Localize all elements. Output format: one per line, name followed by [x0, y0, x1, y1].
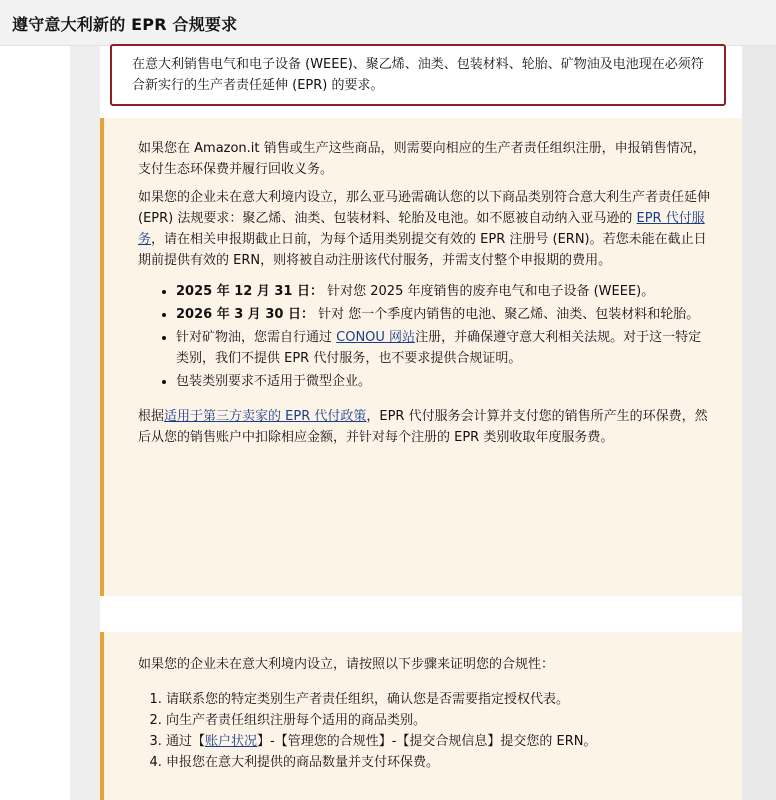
deadline-text: 针对 您一个季度内销售的电池、聚乙烯、油类、包装材料和轮胎。	[313, 307, 700, 322]
packaging-note: 包装类别要求不适用于微型企业。	[176, 374, 372, 389]
info-paragraph-3-text-a: 根据	[138, 409, 165, 424]
info-paragraph-3	[138, 406, 710, 448]
conou-website-link[interactable]: CONOU 网站	[336, 330, 416, 345]
info-paragraph-2-text-b: ，请在相关申报期截止日前，为每个适用类别提交有效的 EPR 注册号 (ERN)。若您未能在截止日期前提供有效的 ERN，则将被自动注册该代付服务，并需支付整个申报期的费用。	[138, 232, 707, 268]
info-paragraph-3-text-b: ，EPR 代付服务会计算并支付您的销售所产生的环保费，然后从您的销售账户中扣除相应金额，并针对每个注册的 EPR 类别收取年度服务费。	[138, 409, 708, 445]
steps-intro: 如果您的企业未在意大利境内设立，请按照以下步骤来证明您的合规性：	[138, 657, 555, 672]
info-paragraph-2-text-a: 如果您的企业未在意大利境内设立，那么亚马逊需确认您的以下商品类别符合意大利生产者责任延伸 (EPR) 法规要求：聚乙烯、油类、包装材料、轮胎及电池。如不愿被自动纳入亚马逊的	[138, 190, 711, 226]
highlight-summary-text: 在意大利销售电气和电子设备 (WEEE)、聚乙烯、油类、包装材料、轮胎、矿物油及电池现在必须符合新实行的生产者责任延伸 (EPR) 的要求。	[132, 57, 704, 93]
info-paragraph-2	[138, 187, 710, 271]
compliance-steps-list	[166, 689, 710, 773]
right-scrollbar-track[interactable]	[742, 46, 776, 800]
deadline-date: 2025 年 12 月 31 日：	[176, 284, 323, 299]
account-health-link[interactable]: 账户状况	[205, 734, 258, 749]
list-item	[166, 752, 710, 773]
list-item	[166, 731, 710, 752]
page-title: 遵守意大利新的 EPR 合规要求	[12, 15, 238, 34]
epr-policy-link[interactable]: 适用于第三方卖家的 EPR 代付政策	[164, 409, 367, 424]
step-text: 向生产者责任组织注册每个适用的商品类别。	[166, 713, 427, 728]
left-gutter	[70, 46, 100, 800]
deadline-list	[176, 281, 710, 392]
epr-info-alert	[100, 118, 742, 596]
list-item	[176, 327, 710, 369]
step-text-a: 通过【	[166, 734, 206, 749]
deadline-text: 针对您 2025 年度销售的废弃电气和电子设备 (WEEE)。	[323, 284, 655, 299]
mineral-oil-text-a: 针对矿物油，您需自行通过	[176, 330, 337, 345]
step-text-b: 】-【管理您的合规性】-【提交合规信息】提交您的 ERN。	[257, 734, 597, 749]
deadline-date: 2026 年 3 月 30 日：	[176, 307, 314, 322]
mineral-oil-text-b: 注册，并确保遵守意大利相关法规。对于这一特定类别，我们不提供 EPR 代付服务，也不要求提供合规证明。	[176, 330, 702, 366]
list-item	[176, 304, 710, 325]
compliance-steps-alert	[100, 632, 742, 800]
list-item	[166, 689, 710, 710]
step-text: 请联系您的特定类别生产者责任组织，确认您是否需要指定授权代表。	[166, 692, 570, 707]
list-item	[166, 710, 710, 731]
highlight-summary-box	[110, 44, 726, 106]
page-header	[0, 0, 776, 46]
info-paragraph-1: 如果您在 Amazon.it 销售或生产这些商品，则需要向相应的生产者责任组织注册，申报销售情况，支付生态环保费并履行回收义务。	[138, 141, 706, 177]
list-item	[176, 281, 710, 302]
epr-service-link[interactable]: EPR 代付服务	[138, 211, 705, 247]
list-item	[176, 371, 710, 392]
step-text: 申报您在意大利提供的商品数量并支付环保费。	[166, 755, 440, 770]
